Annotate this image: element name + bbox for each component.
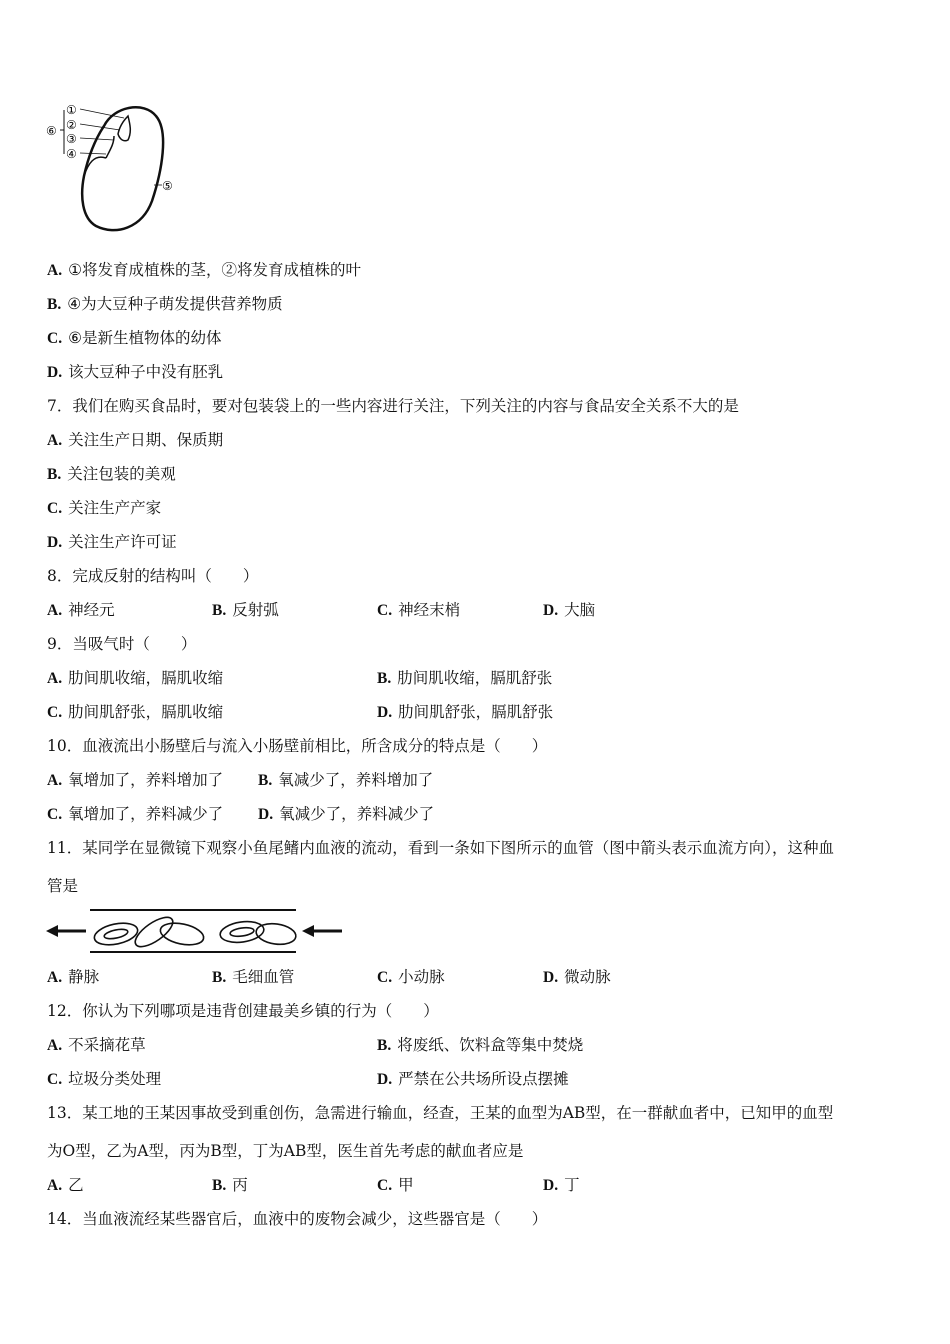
seed-label-5: ⑤ (162, 179, 173, 193)
q12-option-c[interactable]: C. 垃圾分类处理 (47, 1070, 162, 1088)
seed-label-1: ① (66, 103, 77, 117)
q9-option-b[interactable]: B. 肋间肌收缩，膈肌舒张 (377, 669, 553, 687)
plumule (118, 116, 130, 141)
q10-option-a[interactable]: A. 氧增加了，养料增加了 (47, 771, 224, 789)
right-arrow-icon (302, 925, 342, 937)
seed-outline (82, 107, 163, 230)
q11-option-a[interactable]: A. 静脉 (47, 968, 100, 986)
left-arrow-icon (46, 925, 86, 937)
q10-option-b[interactable]: B. 氧减少了，养料增加了 (258, 771, 434, 789)
q10-option-d[interactable]: D. 氧减少了，养料减少了 (258, 805, 435, 823)
q11-option-d[interactable]: D. 微动脉 (543, 968, 611, 986)
q13-option-c[interactable]: C. 甲 (377, 1176, 414, 1194)
bean-seed-figure (44, 96, 194, 236)
seed-label-4: ④ (66, 147, 77, 161)
q8-stem: 8．完成反射的结构叫（ ） (47, 567, 259, 585)
seed-label-2: ② (66, 118, 77, 132)
seed-label-6: ⑥ (46, 124, 57, 138)
q7-option-c[interactable]: C. 关注生产产家 (47, 499, 162, 517)
q9-option-d[interactable]: D. 肋间肌舒张，膈肌舒张 (377, 703, 554, 721)
blood-vessel-figure (44, 904, 346, 958)
q6-option-c[interactable]: C. ⑥是新生植物体的幼体 (47, 329, 222, 347)
q13-stem-line1: 13．某工地的王某因事故受到重创伤，急需进行输血，经查，王某的血型为AB型，在一群献血者中，已知甲的血型 (47, 1104, 834, 1122)
q11-option-b[interactable]: B. 毛细血管 (212, 968, 295, 986)
q8-option-d[interactable]: D. 大脑 (543, 601, 596, 619)
blood-cells (92, 912, 297, 952)
q11-stem-line2: 管是 (47, 877, 79, 895)
q12-stem: 12．你认为下列哪项是违背创建最美乡镇的行为（ ） (47, 1002, 439, 1020)
q7-option-d[interactable]: D. 关注生产许可证 (47, 533, 177, 551)
q11-stem-line1: 11．某同学在显微镜下观察小鱼尾鳍内血液的流动，看到一条如下图所示的血管（图中箭头表示血流方向），这种血 (47, 839, 834, 857)
q8-option-b[interactable]: B. 反射弧 (212, 601, 279, 619)
q12-option-a[interactable]: A. 不采摘花草 (47, 1036, 146, 1054)
q14-stem: 14．当血液流经某些器官后，血液中的废物会减少，这些器官是（ ） (47, 1210, 548, 1228)
q8-option-a[interactable]: A. 神经元 (47, 601, 115, 619)
q13-option-d[interactable]: D. 丁 (543, 1176, 580, 1194)
q13-option-a[interactable]: A. 乙 (47, 1176, 84, 1194)
q7-option-b[interactable]: B. 关注包装的美观 (47, 465, 176, 483)
q9-stem: 9．当吸气时（ ） (47, 635, 197, 653)
q9-option-a[interactable]: A. 肋间肌收缩，膈肌收缩 (47, 669, 224, 687)
q10-stem: 10．血液流出小肠壁后与流入小肠壁前相比，所含成分的特点是（ ） (47, 737, 548, 755)
q13-stem-line2: 为O型，乙为A型，丙为B型，丁为AB型，医生首先考虑的献血者应是 (47, 1142, 524, 1160)
q10-option-c[interactable]: C. 氧增加了，养料减少了 (47, 805, 224, 823)
q12-option-b[interactable]: B. 将废纸、饮料盒等集中焚烧 (377, 1036, 584, 1054)
q6-option-d[interactable]: D. 该大豆种子中没有胚乳 (47, 363, 224, 381)
q8-option-c[interactable]: C. 神经末梢 (377, 601, 461, 619)
q7-stem: 7．我们在购买食品时，要对包装袋上的一些内容进行关注，下列关注的内容与食品安全关系不大的是 (47, 397, 739, 415)
q9-option-c[interactable]: C. 肋间肌舒张，膈肌收缩 (47, 703, 224, 721)
seed-label-3: ③ (66, 132, 77, 146)
q11-option-c[interactable]: C. 小动脉 (377, 968, 445, 986)
q13-option-b[interactable]: B. 丙 (212, 1176, 248, 1194)
q7-option-a[interactable]: A. 关注生产日期、保质期 (47, 431, 224, 449)
q6-option-b[interactable]: B. ④为大豆种子萌发提供营养物质 (47, 295, 283, 313)
q6-option-a[interactable]: A. ①将发育成植株的茎，②将发育成植株的叶 (47, 261, 361, 279)
q12-option-d[interactable]: D. 严禁在公共场所设点摆摊 (377, 1070, 569, 1088)
